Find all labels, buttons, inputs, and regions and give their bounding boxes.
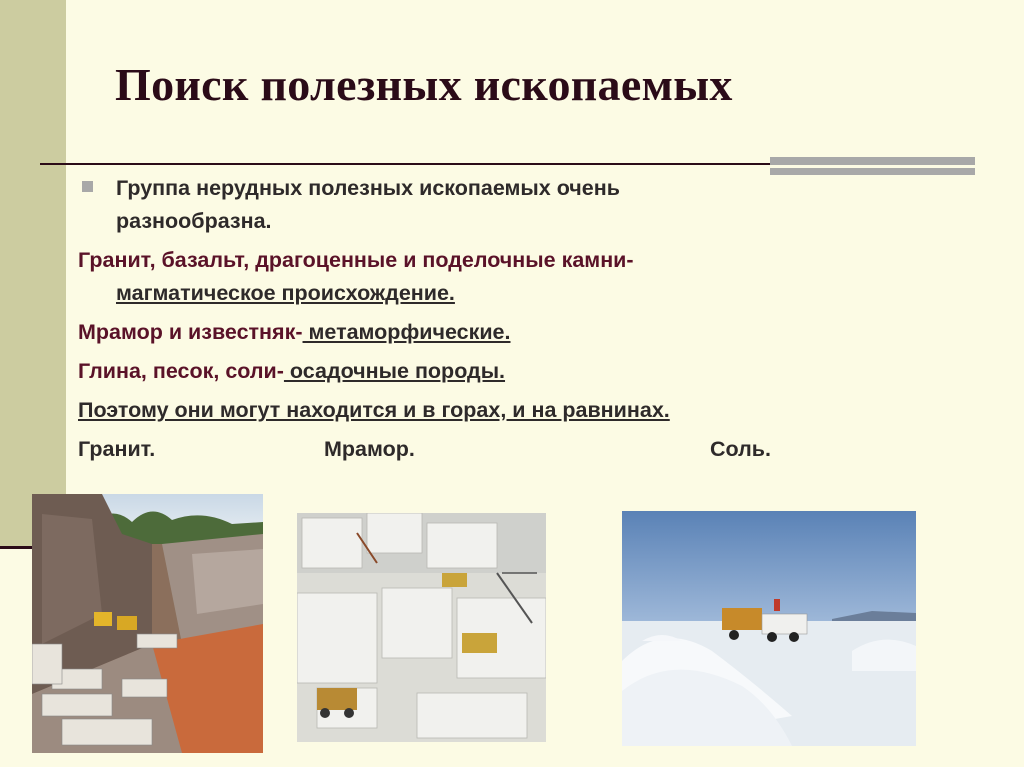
granite-quarry-photo xyxy=(32,494,263,753)
label-granite: Гранит. xyxy=(78,437,156,461)
label-marble: Мрамор. xyxy=(324,437,415,461)
bullet-item xyxy=(78,172,978,238)
paragraph-underlined: метаморфические. xyxy=(302,320,511,344)
paragraph-sedimentary xyxy=(78,355,978,388)
salt-flat-photo xyxy=(622,511,916,746)
bullet-line-1: Группа нерудных полезных ископаемых очень xyxy=(116,176,620,200)
paragraph-text: Глина, песок, соли- xyxy=(78,359,284,383)
paragraph-underlined: осадочные породы. xyxy=(283,359,506,383)
paragraph-metamorphic xyxy=(78,316,978,349)
paragraph-conclusion xyxy=(78,394,978,427)
image-labels xyxy=(78,433,978,466)
slide-title: Поиск полезных ископаемых xyxy=(115,59,733,110)
slide-body xyxy=(78,172,978,466)
label-salt: Соль. xyxy=(710,437,771,461)
left-accent-bar xyxy=(0,0,66,548)
paragraph-magmatic xyxy=(78,244,978,310)
bullet-square-icon xyxy=(82,181,93,192)
paragraph-underlined: Поэтому они могут находится и в горах, и на равнинах. xyxy=(78,398,670,422)
paragraph-text: Мрамор и известняк- xyxy=(78,320,303,344)
bullet-line-2: разнообразна. xyxy=(116,209,272,233)
marble-quarry-photo xyxy=(297,513,546,742)
paragraph-underlined: магматическое происхождение. xyxy=(116,281,455,305)
paragraph-text: Гранит, базальт, драгоценные и поделочные камни- xyxy=(78,248,634,272)
title-divider xyxy=(40,163,770,165)
